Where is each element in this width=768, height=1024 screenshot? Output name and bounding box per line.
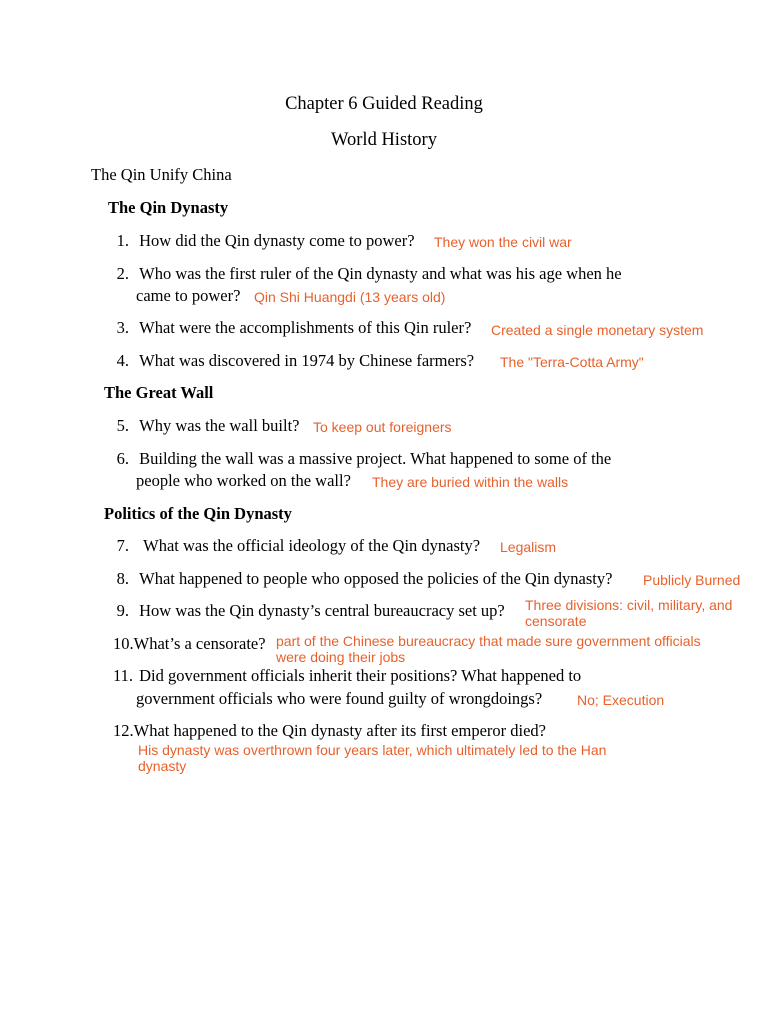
question-11-line-2: government officials who were found guilty of wrongdoings? xyxy=(136,689,543,708)
answer-8: Publicly Burned xyxy=(643,572,741,588)
question-5 xyxy=(107,415,300,437)
question-2 xyxy=(107,263,622,285)
question-6 xyxy=(107,448,611,470)
question-number: 4. xyxy=(116,351,129,370)
question-text: What were the accomplishments of this Qin ruler? xyxy=(139,318,472,337)
answer-11: No; Execution xyxy=(577,692,665,708)
question-text: Why was the wall built? xyxy=(139,416,300,435)
question-text: Building the wall was a massive project. What happened to some of the xyxy=(139,449,612,468)
answer-6: They are buried within the walls xyxy=(372,474,569,490)
answer-9-line-2: censorate xyxy=(525,613,587,629)
question-number: 9. xyxy=(116,601,129,620)
question-number: 1. xyxy=(116,231,129,250)
question-text: How did the Qin dynasty come to power? xyxy=(139,231,415,250)
section-heading-qin-dynasty: The Qin Dynasty xyxy=(108,198,229,217)
answer-7: Legalism xyxy=(500,539,557,555)
question-6-line-2: people who worked on the wall? xyxy=(136,471,351,490)
question-text: How was the Qin dynasty’s central bureaucracy set up? xyxy=(139,601,505,620)
question-10 xyxy=(113,633,266,655)
question-number: 2. xyxy=(116,264,129,283)
question-text: What happened to people who opposed the policies of the Qin dynasty? xyxy=(139,569,613,588)
question-number: 7. xyxy=(116,536,129,555)
answer-5: To keep out foreigners xyxy=(313,419,452,435)
question-text: Did government officials inherit their positions? What happened to xyxy=(139,666,582,685)
question-number: 6. xyxy=(116,449,129,468)
question-number: 12. xyxy=(113,721,134,740)
question-text: What was the official ideology of the Qin dynasty? xyxy=(143,536,481,555)
question-12 xyxy=(113,720,546,742)
answer-1: They won the civil war xyxy=(434,234,572,250)
section-heading-great-wall: The Great Wall xyxy=(104,383,214,402)
question-4 xyxy=(107,350,474,372)
answer-12: His dynasty was overthrown four years later, which ultimately led to the Han xyxy=(138,742,607,758)
section-title: The Qin Unify China xyxy=(91,165,232,184)
document-subtitle: World History xyxy=(331,130,437,150)
question-1 xyxy=(107,230,415,252)
answer-2: Qin Shi Huangdi (13 years old) xyxy=(254,289,446,305)
question-3 xyxy=(107,317,471,339)
question-7 xyxy=(107,535,480,557)
question-2-line-2: came to power? xyxy=(136,286,241,305)
question-text: What was discovered in 1974 by Chinese farmers? xyxy=(139,351,475,370)
question-number: 3. xyxy=(116,318,129,337)
section-heading-politics: Politics of the Qin Dynasty xyxy=(104,504,292,523)
question-text: What’s a censorate? xyxy=(133,634,266,653)
question-9 xyxy=(107,600,505,622)
answer-12-line-2: dynasty xyxy=(138,758,187,774)
question-text: Who was the first ruler of the Qin dynasty and what was his age when he xyxy=(139,264,622,283)
answer-4: The "Terra-Cotta Army" xyxy=(500,354,644,370)
question-text: What happened to the Qin dynasty after its first emperor died? xyxy=(133,721,546,740)
question-number: 8. xyxy=(116,569,129,588)
answer-10: part of the Chinese bureaucracy that made sure government officials xyxy=(276,633,701,649)
question-number: 10. xyxy=(113,634,134,653)
question-11 xyxy=(113,665,581,687)
answer-9: Three divisions: civil, military, and xyxy=(525,597,733,613)
answer-10-line-2: were doing their jobs xyxy=(276,649,406,665)
question-number: 11. xyxy=(113,666,134,685)
document-title: Chapter 6 Guided Reading xyxy=(285,94,483,114)
question-8 xyxy=(107,568,612,590)
answer-3: Created a single monetary system xyxy=(491,322,704,338)
question-number: 5. xyxy=(116,416,129,435)
